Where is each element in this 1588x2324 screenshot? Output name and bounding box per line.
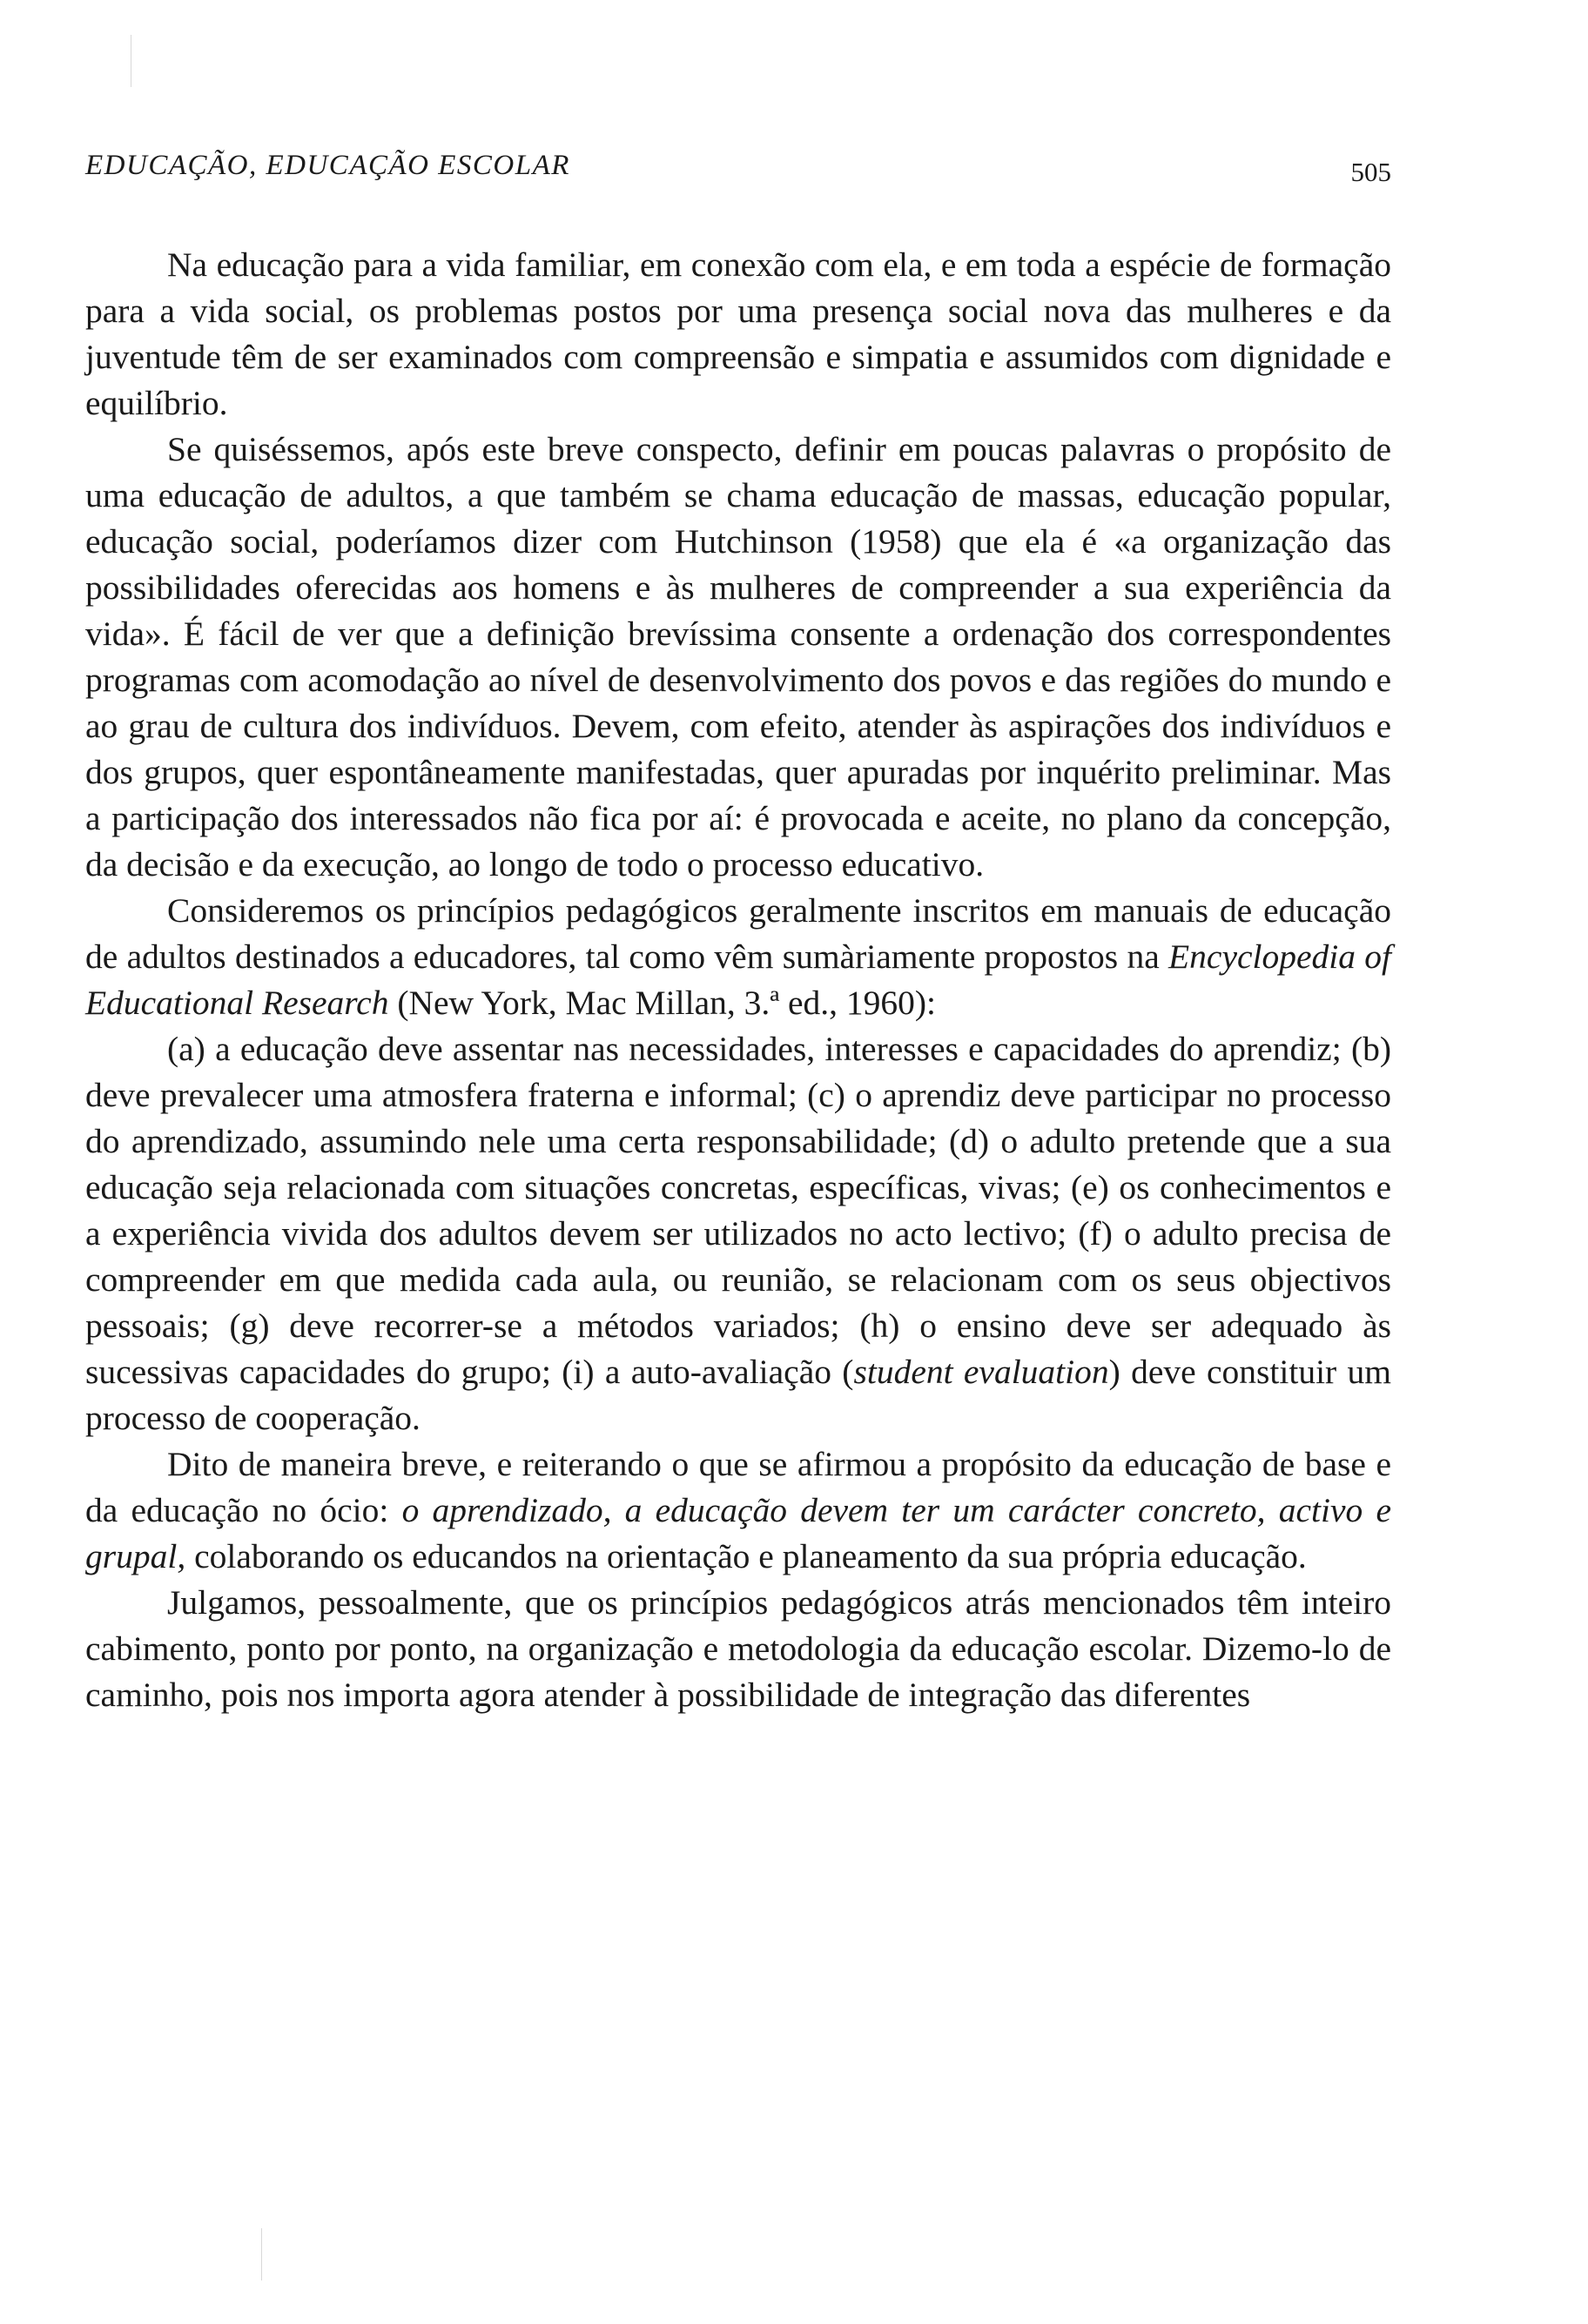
paragraph-pedagogical-principles-intro (85, 888, 1391, 1026)
italic-segment-concrete-active-group: o aprendizado, a educação devem ter um carácter concreto, activo e grupal, (85, 1491, 1391, 1575)
paragraph-summary (85, 1441, 1391, 1580)
paragraph-family-education (85, 242, 1391, 427)
page-number: 505 (1350, 157, 1391, 187)
text-segment: ) deve constituir um processo de cooperação. (85, 1353, 1392, 1437)
text-segment: Na educação para a vida familiar, em conexão com ela, e em toda a espécie de formação para a vida social, os problemas postos por uma presença social nova das mulheres e da juventude têm de ser examinados com compreensão e simpatia e assumidos com dignidade e equilíbrio. (85, 245, 1391, 422)
text-segment: (a) a educação deve assentar nas necessidades, interesses e capacidades do aprendiz; (b) deve prevalecer uma atmosfera fraterna e informal; (c) o aprendiz deve participar no processo do aprendizado, assumindo nele uma certa responsabilidade; (d) o adulto pretende que a sua educação seja relacionada com situações concretas, específicas, vivas; (e) os conhecimentos e a experiência vivida dos adultos devem ser utilizados no acto lectivo; (f) o adulto precisa de compreender em que medida cada aula, ou reunião, se relacionam com os seus objectivos pessoais; (g) deve recorrer-se a métodos variados; (h) o ensino deve ser adequado às sucessivas capacidades do grupo; (i) a auto-avaliação ( (85, 1030, 1391, 1391)
text-segment: colaborando os educandos na orientação e planeamento da sua própria educação. (185, 1537, 1307, 1575)
scan-mark-bottom (261, 2228, 262, 2280)
paragraph-principles-list (85, 1026, 1391, 1441)
text-segment: Se quiséssemos, após este breve conspecto, definir em poucas palavras o propósito de uma educação de adultos, a que também se chama educação de massas, educação popular, educação social, poderíamos dizer com Hutchinson (1958) que ela é «a organização das possibilidades oferecidas aos homens e às mulheres de compreender a sua experiência da vida». É fácil de ver que a definição brevíssima consente a ordenação dos correspondentes programas com acomodação ao nível de desenvolvimento dos povos e das regiões do mundo e ao grau de cultura dos indivíduos. Devem, com efeito, atender às aspirações dos indivíduos e dos grupos, quer espontâneamente manifestadas, quer apuradas por inquérito preliminar. Mas a participação dos interessados não fica por aí: é provocada e aceite, no plano da concepção, da decisão e da execução, ao longo de todo o processo educativo. (85, 430, 1391, 883)
running-title: EDUCAÇÃO, EDUCAÇÃO ESCOLAR (85, 150, 570, 181)
italic-segment-encyclopedia-title: Encyclopedia of Educational Research (85, 937, 1391, 1022)
running-head (85, 150, 1391, 193)
text-segment: (New York, Mac Millan, 3.ª ed., 1960): (388, 984, 937, 1022)
text-segment: Julgamos, pessoalmente, que os princípios pedagógicos atrás mencionados têm inteiro cabimento, ponto por ponto, na organização e metodologia da educação escolar. Dizemo-lo de caminho, pois nos importa agora atender à possibilidade de integração das diferentes (85, 1583, 1391, 1714)
paragraph-school-education (85, 1580, 1391, 1718)
text-segment: Dito de maneira breve, e reiterando o que se afirmou a propósito da educação de base e da educação no ócio: (85, 1445, 1391, 1529)
text-segment: Consideremos os princípios pedagógicos geralmente inscritos em manuais de educação de adultos destinados a educadores, tal como vêm sumàriamente propostos na (85, 891, 1391, 976)
body-text (85, 242, 1391, 1718)
italic-segment-student-evaluation: student evaluation (853, 1353, 1109, 1391)
paragraph-adult-education-definition (85, 427, 1391, 888)
